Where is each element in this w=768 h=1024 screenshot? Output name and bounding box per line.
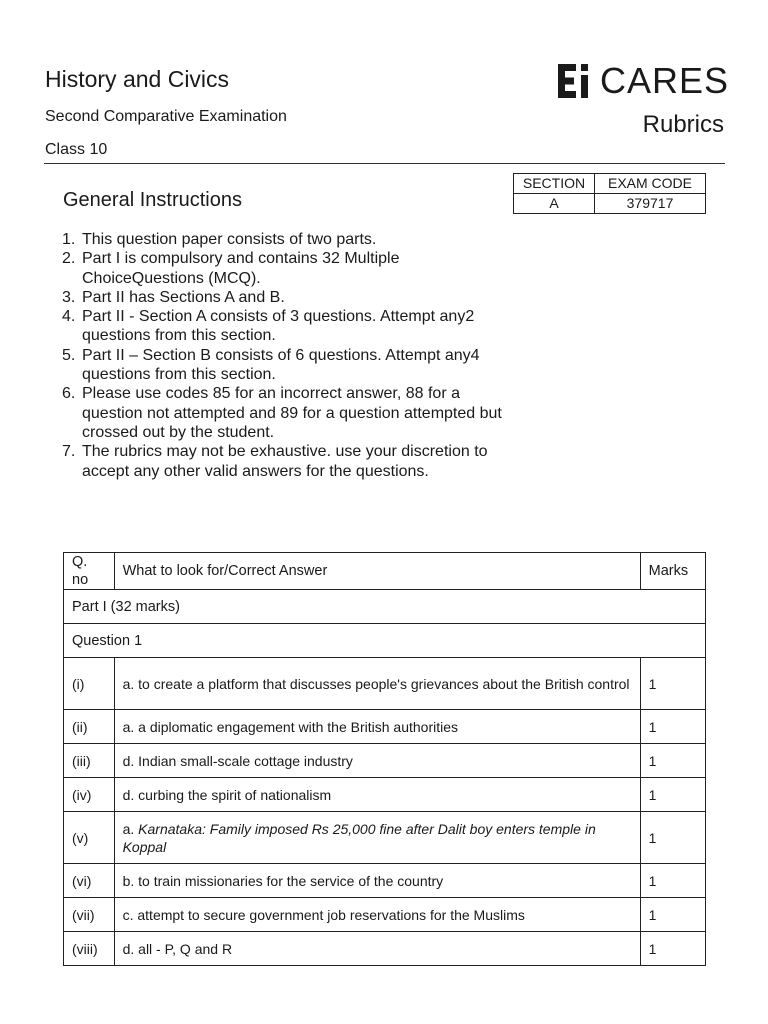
class-label: Class 10 [45,141,108,158]
answer-cell [114,744,640,778]
question-number: (vi) [64,864,115,898]
question-number: (v) [64,812,115,864]
answer-cell [114,812,640,864]
marks-header: Marks [640,553,705,590]
answer-text: a. [122,820,139,837]
marks-cell: 1 [640,864,705,898]
instruction-text: Please use codes 85 for an incorrect answer, 88 for a question not attempted and 89 for a question attempted but crossed out by the student. [82,385,502,441]
answer-text: a. a diplomatic engagement with the British authorities [122,718,458,735]
ei-cares-logo [558,60,729,102]
table-row [64,812,706,864]
instruction-item [62,346,502,385]
answer-text: c. attempt to secure government job reservations for the Muslims [122,906,525,923]
marks-cell: 1 [640,744,705,778]
answer-cell [114,898,640,932]
table-header-row [64,553,706,590]
instruction-number: 7. [62,443,76,461]
instruction-number: 4. [62,308,76,326]
header-divider [44,163,725,164]
marks-cell: 1 [640,658,705,710]
instructions-title: General Instructions [63,189,242,211]
rubric-table [63,552,706,966]
instruction-number: 3. [62,288,76,306]
instruction-item [62,230,502,249]
table-row [64,710,706,744]
answer-cell [114,778,640,812]
marks-cell: 1 [640,812,705,864]
exam-code-value: 379717 [595,194,706,214]
question-number: (iii) [64,744,115,778]
marks-cell: 1 [640,932,705,966]
logo-text: CARES [600,60,730,101]
section-value: A [514,194,595,214]
answer-cell [114,710,640,744]
instruction-number: 6. [62,385,76,403]
section-header: SECTION [514,174,595,194]
instructions-list [62,230,502,481]
table-row [64,744,706,778]
table-row [64,778,706,812]
instruction-number: 2. [62,250,76,268]
document-type-label: Rubrics [642,111,724,138]
marks-cell: 1 [640,778,705,812]
question-row [64,624,706,658]
answer-text: b. to train missionaries for the service of the country [122,872,444,889]
answer-header: What to look for/Correct Answer [114,553,640,590]
table-row [64,898,706,932]
question-number: (i) [64,658,115,710]
answer-text: d. curbing the spirit of nationalism [122,786,332,803]
marks-cell: 1 [640,710,705,744]
instruction-number: 1. [62,231,76,248]
exam-code-header: EXAM CODE [595,174,706,194]
part-row [64,590,706,624]
instruction-item [62,288,502,307]
exam-code-table [513,173,706,214]
answer-text: d. Indian small-scale cottage industry [122,752,353,769]
question-number: (viii) [64,932,115,966]
answer-text: a. to create a platform that discusses people's grievances about the British control [122,675,630,692]
instruction-text: Part II – Section B consists of 6 questions. Attempt any4 questions from this section. [82,346,480,384]
ei-logo-icon [558,64,594,98]
table-row [64,658,706,710]
subject-title: History and Civics [45,66,230,92]
instruction-text: This question paper consists of two parts. [82,231,377,248]
question-number: (ii) [64,710,115,744]
instruction-text: The rubrics may not be exhaustive. use your discretion to accept any other valid answers for the questions. [82,443,488,480]
question-label: Question 1 [64,624,706,658]
answer-cell [114,864,640,898]
qno-header: Q. no [64,553,115,590]
instruction-text: Part II has Sections A and B. [82,288,285,306]
question-number: (iv) [64,778,115,812]
answer-text: d. all - P, Q and R [122,940,233,957]
answer-cell [114,932,640,966]
marks-cell: 1 [640,898,705,932]
instruction-item [62,249,502,288]
instruction-text: Part II - Section A consists of 3 questions. Attempt any2 questions from this section. [82,308,475,345]
instruction-text: Part I is compulsory and contains 32 Multiple ChoiceQuestions (MCQ). [82,250,400,287]
instruction-item [62,442,502,481]
instruction-item [62,307,502,346]
answer-italic: Karnataka: Family imposed Rs 25,000 fine after Dalit boy enters temple in Koppal [122,820,596,855]
part-label: Part I (32 marks) [64,590,706,624]
table-row [64,932,706,966]
instruction-number: 5. [62,346,76,364]
instruction-item [62,384,502,442]
exam-name: Second Comparative Examination [45,108,287,125]
table-row [64,864,706,898]
answer-cell [114,658,640,710]
question-number: (vii) [64,898,115,932]
